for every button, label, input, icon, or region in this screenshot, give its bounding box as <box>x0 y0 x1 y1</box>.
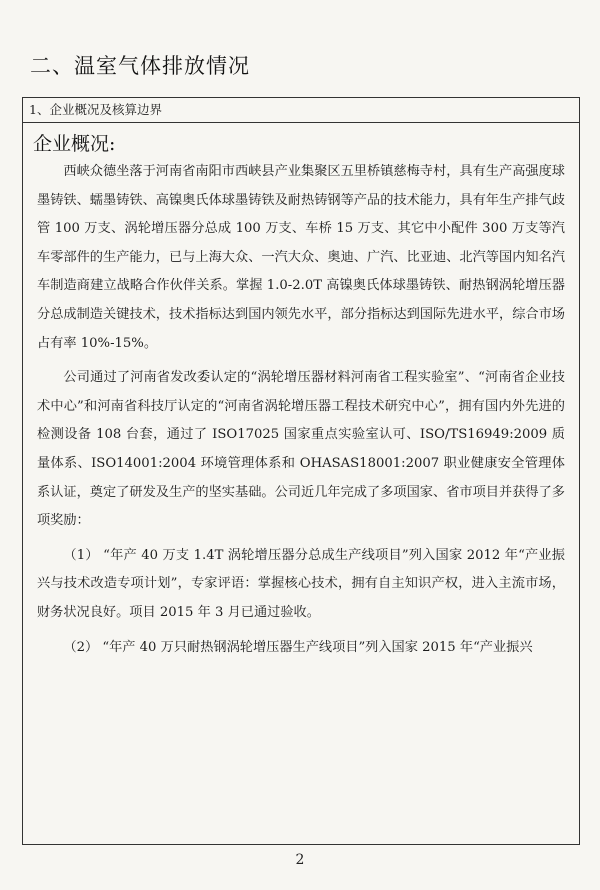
company-overview-subtitle: 企业概况: <box>33 133 116 155</box>
section-title: 二、温室气体排放情况 <box>30 54 250 78</box>
page-number: 2 <box>295 852 305 868</box>
content-box <box>22 97 580 845</box>
paragraph-project-1: （1） “年产 40 万支 1.4T 涡轮增压器分总成生产线项目”列入国家 2012 年“产业振兴与技术改造专项计划”，专家评语：掌握核心技术，拥有自主知识产权，进入主流市场，财务状况良好。项目 2015 年 3 月已通过验收。 <box>37 547 565 620</box>
box-header: 1、企业概况及核算边界 <box>23 98 579 123</box>
paragraph-certifications: 公司通过了河南省发改委认定的“涡轮增压器材料河南省工程实验室”、“河南省企业技术中心”和河南省科技厅认定的“河南省涡轮增压器工程技术研究中心”，拥有国内外先进的检测设备 108 台套，通过了 ISO17025 国家重点实验室认可、ISO/TS16949:2009 质量体系、ISO14001:2004 环境管理体系和 OHASAS18001:2007 职业健康安全管理体系认证，奠定了研发及生产的坚实基础。公司近几年完成了多项国家、省市项目并获得了多项奖励： <box>37 370 565 529</box>
paragraph-project-2: （2） “年产 40 万只耐热钢涡轮增压器生产线项目”列入国家 2015 年“产业振兴 <box>63 639 533 655</box>
paragraph-intro: 西峡众德坐落于河南省南阳市西峡县产业集聚区五里桥镇慈梅寺村，具有生产高强度球墨铸铁、蠕墨铸铁、高镍奥氏体球墨铸铁及耐热铸钢等产品的技术能力，具有年生产排气歧管 100 万支、涡轮增压器分总成 100 万支、车桥 15 万支、其它中小配件 300 万支等汽车零部件的生产能力，已与上海大众、一汽大众、奥迪、广汽、比亚迪、北汽等国内知名汽车制造商建立战略合作伙伴关系。掌握 1.0-2.0T 高镍奥氏体球墨铸铁、耐热钢涡轮增压器分总成制造关键技术，技术指标达到国内领先水平，部分指标达到国际先进水平，综合市场占有率 10%-15%。 <box>37 164 565 351</box>
